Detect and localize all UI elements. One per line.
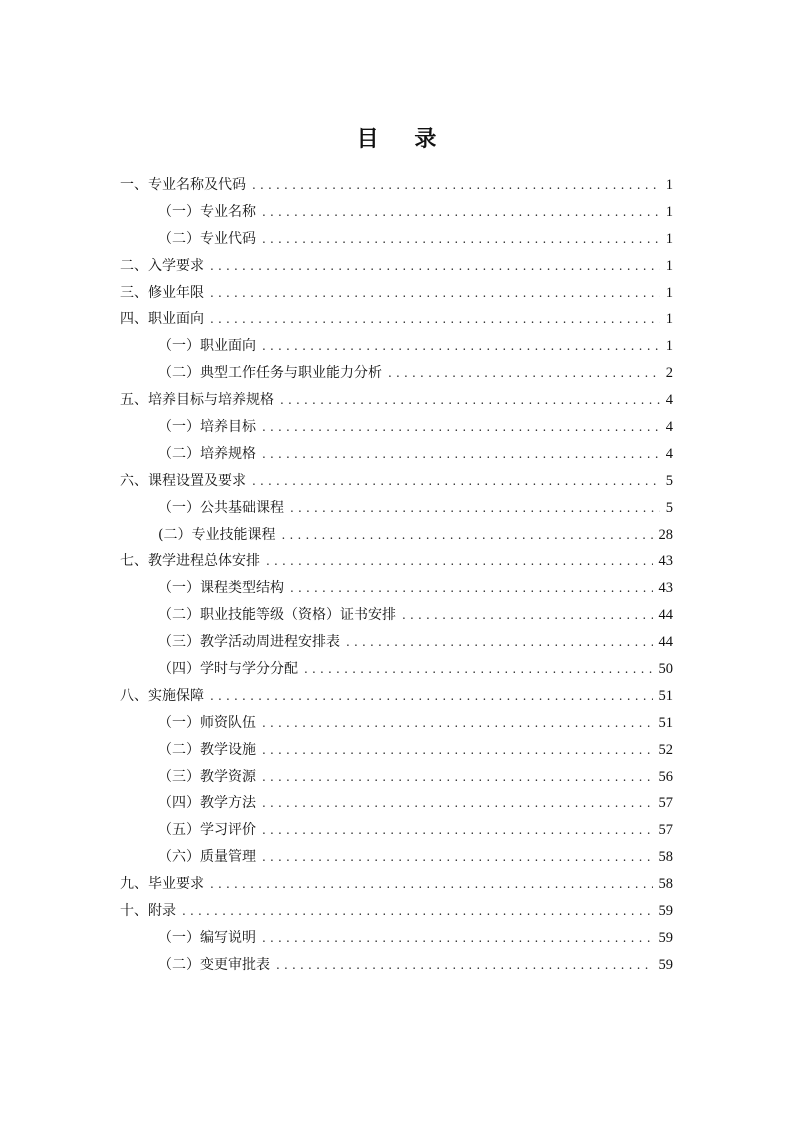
toc-entry[interactable] bbox=[120, 602, 673, 629]
toc-entry-page-number: 56 bbox=[658, 768, 673, 785]
toc-entry[interactable] bbox=[120, 710, 673, 737]
toc-entry-page-number: 4 bbox=[665, 445, 673, 462]
toc-entry-page-number: 59 bbox=[658, 956, 673, 973]
toc-dot-leader bbox=[262, 710, 653, 737]
toc-entry[interactable] bbox=[120, 737, 673, 764]
toc-entry-page-number: 1 bbox=[665, 230, 673, 247]
toc-dot-leader bbox=[252, 468, 660, 495]
toc-dot-leader bbox=[262, 199, 660, 226]
toc-entry-page-number: 1 bbox=[665, 177, 673, 193]
toc-entry[interactable] bbox=[120, 199, 673, 226]
toc-entry-page-number: 4 bbox=[665, 419, 673, 436]
toc-dot-leader bbox=[402, 602, 653, 629]
toc-entry-label: （一）职业面向 bbox=[158, 338, 256, 355]
toc-dot-leader bbox=[262, 226, 660, 253]
toc-entry-page-number: 58 bbox=[658, 849, 673, 866]
toc-entry[interactable] bbox=[120, 441, 673, 468]
toc-entry-label: 九、毕业要求 bbox=[120, 876, 204, 893]
toc-entry-page-number: 57 bbox=[658, 822, 673, 839]
toc-entry-label: （二）职业技能等级（资格）证书安排 bbox=[158, 607, 396, 624]
toc-entry-page-number: 5 bbox=[665, 472, 673, 489]
toc-dot-leader bbox=[290, 495, 660, 522]
toc-dot-leader bbox=[266, 548, 653, 575]
toc-dot-leader bbox=[262, 817, 653, 844]
toc-dot-leader bbox=[252, 172, 660, 199]
toc-entry-label: （一）培养目标 bbox=[158, 419, 256, 436]
toc-entry[interactable] bbox=[120, 253, 673, 280]
toc-dot-leader bbox=[304, 656, 653, 683]
toc-entry[interactable] bbox=[120, 844, 673, 871]
toc-entry-label: 十、附录 bbox=[120, 903, 176, 920]
toc-entry-page-number: 4 bbox=[665, 392, 673, 409]
toc-entry-label: （四）教学方法 bbox=[158, 795, 256, 812]
toc-entry[interactable] bbox=[120, 414, 673, 441]
toc-dot-leader bbox=[346, 629, 653, 656]
toc-entry[interactable] bbox=[120, 226, 673, 253]
toc-entry[interactable] bbox=[120, 387, 673, 414]
toc-dot-leader bbox=[262, 441, 660, 468]
toc-entry-label: 四、职业面向 bbox=[120, 311, 204, 328]
toc-entry-label: 一、专业名称及代码 bbox=[120, 177, 246, 193]
toc-entry-label: （六）质量管理 bbox=[158, 849, 256, 866]
toc-entry[interactable] bbox=[120, 656, 673, 683]
toc-dot-leader bbox=[262, 737, 653, 764]
toc-dot-leader bbox=[262, 790, 653, 817]
toc-dot-leader bbox=[290, 575, 653, 602]
toc-dot-leader bbox=[210, 253, 660, 280]
toc-entry[interactable] bbox=[120, 468, 673, 495]
toc-entry-label: （一）编写说明 bbox=[158, 929, 256, 946]
toc-entry[interactable] bbox=[120, 871, 673, 898]
toc-dot-leader bbox=[388, 360, 660, 387]
toc-entry[interactable] bbox=[120, 898, 673, 925]
toc-entry-page-number: 50 bbox=[658, 661, 673, 678]
toc-entry[interactable] bbox=[120, 683, 673, 710]
toc-entry-label: 七、教学进程总体安排 bbox=[120, 553, 260, 570]
toc-dot-leader bbox=[280, 387, 660, 414]
toc-entry-label: （一）公共基础课程 bbox=[158, 499, 284, 516]
toc-entry-page-number: 52 bbox=[658, 741, 673, 758]
toc-entry-page-number: 1 bbox=[665, 203, 673, 220]
toc-entry[interactable] bbox=[120, 172, 673, 199]
toc-entry[interactable] bbox=[120, 575, 673, 602]
toc-entry-page-number: 1 bbox=[665, 284, 673, 301]
toc-entry-page-number: 43 bbox=[658, 580, 673, 597]
toc-entry-page-number: 58 bbox=[658, 876, 673, 893]
toc-entry-label: （一）课程类型结构 bbox=[158, 580, 284, 597]
toc-entry-page-number: 43 bbox=[658, 553, 673, 570]
toc-entry-page-number: 44 bbox=[658, 634, 673, 651]
toc-dot-leader bbox=[182, 898, 653, 925]
toc-entry-page-number: 28 bbox=[658, 526, 673, 543]
toc-entry[interactable] bbox=[120, 522, 673, 549]
toc-entry[interactable] bbox=[120, 548, 673, 575]
toc-entry-page-number: 2 bbox=[665, 365, 673, 382]
toc-entry-page-number: 59 bbox=[658, 929, 673, 946]
toc-entry-label: （二）专业代码 bbox=[158, 230, 256, 247]
toc-dot-leader bbox=[262, 925, 653, 952]
toc-entry[interactable] bbox=[120, 495, 673, 522]
toc-entry-label: （五）学习评价 bbox=[158, 822, 256, 839]
toc-entry-page-number: 51 bbox=[658, 714, 673, 731]
toc-dot-leader bbox=[262, 333, 660, 360]
toc-entry[interactable] bbox=[120, 790, 673, 817]
toc-entry-label: 五、培养目标与培养规格 bbox=[120, 392, 274, 409]
toc-entry-label: （二）典型工作任务与职业能力分析 bbox=[158, 365, 382, 382]
toc-dot-leader bbox=[210, 280, 660, 307]
toc-entry[interactable] bbox=[120, 925, 673, 952]
toc-entry-page-number: 59 bbox=[658, 903, 673, 920]
toc-entry-label: （二）教学设施 bbox=[158, 741, 256, 758]
toc-entry[interactable] bbox=[120, 952, 673, 979]
toc-entry-page-number: 1 bbox=[665, 311, 673, 328]
toc-dot-leader bbox=[210, 306, 660, 333]
toc-entry-label: 二、入学要求 bbox=[120, 257, 204, 274]
toc-entry[interactable] bbox=[120, 360, 673, 387]
toc-entry-label: (二）专业技能课程 bbox=[158, 526, 276, 543]
toc-entry-page-number: 1 bbox=[665, 338, 673, 355]
toc-entry[interactable] bbox=[120, 629, 673, 656]
toc-entry-label: （二）变更审批表 bbox=[158, 956, 270, 973]
toc-entry-page-number: 51 bbox=[658, 687, 673, 704]
toc-dot-leader bbox=[276, 952, 653, 979]
toc-entry-page-number: 1 bbox=[665, 257, 673, 274]
toc-entry[interactable] bbox=[120, 280, 673, 307]
toc-entry-label: 三、修业年限 bbox=[120, 284, 204, 301]
toc-entry-label: （三）教学活动周进程安排表 bbox=[158, 634, 340, 651]
toc-entry-label: 六、课程设置及要求 bbox=[120, 472, 246, 489]
toc-entry-label: 八、实施保障 bbox=[120, 687, 204, 704]
toc-entry[interactable] bbox=[120, 306, 673, 333]
toc-dot-leader bbox=[210, 871, 653, 898]
toc-entry-label: （三）教学资源 bbox=[158, 768, 256, 785]
toc-entry[interactable] bbox=[120, 764, 673, 791]
toc-dot-leader bbox=[281, 522, 652, 549]
toc-entry-label: （一）专业名称 bbox=[158, 203, 256, 220]
table-of-contents bbox=[120, 172, 673, 979]
toc-entry[interactable] bbox=[120, 333, 673, 360]
toc-title: 目 录 bbox=[356, 127, 451, 152]
toc-dot-leader bbox=[262, 844, 653, 871]
toc-dot-leader bbox=[262, 414, 660, 441]
toc-entry-page-number: 44 bbox=[658, 607, 673, 624]
toc-entry-label: （四）学时与学分分配 bbox=[158, 661, 298, 678]
toc-entry-page-number: 5 bbox=[665, 499, 673, 516]
toc-entry-label: （一）师资队伍 bbox=[158, 714, 256, 731]
toc-entry-page-number: 57 bbox=[658, 795, 673, 812]
toc-dot-leader bbox=[210, 683, 653, 710]
toc-entry-label: （二）培养规格 bbox=[158, 445, 256, 462]
toc-dot-leader bbox=[262, 764, 653, 791]
toc-entry[interactable] bbox=[120, 817, 673, 844]
